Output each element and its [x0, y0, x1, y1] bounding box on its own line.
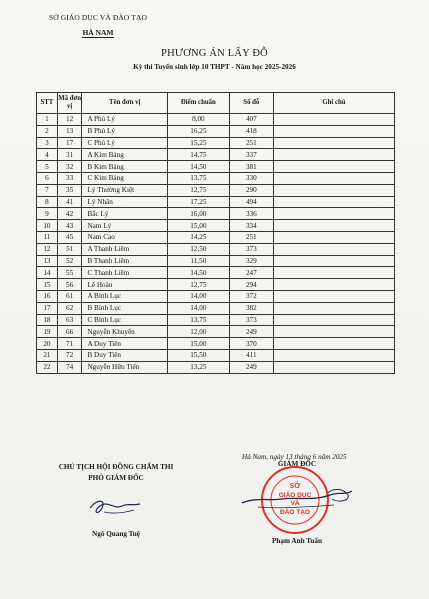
svg-text:ĐÀO TẠO: ĐÀO TẠO	[280, 509, 310, 516]
cell-ten: A Duy Tiên	[82, 338, 167, 350]
cell-ten: A Bình Lục	[82, 290, 167, 302]
svg-text:VÀ: VÀ	[290, 500, 300, 507]
cell-so-do: 290	[229, 184, 273, 196]
left-signer-role: CHỦ TỊCH HỘI ĐỒNG CHẤM THI	[58, 463, 174, 471]
cell-ten: Lý Thường Kiệt	[82, 184, 167, 196]
cell-stt: 1	[37, 114, 58, 126]
cell-diem: 8,00	[167, 114, 229, 126]
cell-ghi-chu	[273, 149, 394, 161]
cell-so-do: 337	[229, 149, 273, 161]
cell-stt: 22	[37, 361, 58, 373]
cell-ten: Nam Cao	[82, 231, 167, 243]
cell-stt: 19	[37, 326, 58, 338]
table-row	[37, 302, 395, 314]
cell-ma: 71	[57, 338, 82, 350]
cell-ghi-chu	[273, 243, 394, 255]
left-signature-icon	[84, 494, 146, 520]
table-row	[37, 231, 395, 243]
cell-ten: B Kim Bảng	[82, 161, 167, 173]
table-body	[37, 114, 395, 374]
cell-ghi-chu	[273, 255, 394, 267]
cell-ghi-chu	[273, 349, 394, 361]
cell-ten: B Thanh Liêm	[82, 255, 167, 267]
cell-diem: 11,50	[167, 255, 229, 267]
cell-diem: 13,25	[167, 361, 229, 373]
cell-ma: 61	[57, 290, 82, 302]
cell-so-do: 247	[229, 267, 273, 279]
cell-so-do: 494	[229, 196, 273, 208]
cell-stt: 12	[37, 243, 58, 255]
cell-stt: 20	[37, 338, 58, 350]
cell-ten: B Phủ Lý	[82, 125, 167, 137]
table-row	[37, 243, 395, 255]
cell-so-do: 294	[229, 279, 273, 291]
table-row	[37, 137, 395, 149]
table-row	[37, 279, 395, 291]
cell-ma: 55	[57, 267, 82, 279]
cell-ghi-chu	[273, 338, 394, 350]
cell-ghi-chu	[273, 137, 394, 149]
cell-ten: Lê Hoàn	[82, 279, 167, 291]
agency-name: SỞ GIÁO DỤC VÀ ĐÀO TẠO	[49, 13, 147, 22]
cell-diem: 15,50	[167, 349, 229, 361]
cell-stt: 14	[37, 267, 58, 279]
cell-stt: 8	[37, 196, 58, 208]
table-row	[37, 338, 395, 350]
document-title: PHƯƠNG ÁN LẤY ĐỖ	[161, 48, 268, 59]
cell-ghi-chu	[273, 231, 394, 243]
table-row	[37, 255, 395, 267]
admission-table	[36, 92, 395, 374]
table-row	[37, 184, 395, 196]
cell-diem: 14,00	[167, 290, 229, 302]
cell-ghi-chu	[273, 302, 394, 314]
col-header-diem: Điểm chuẩn	[167, 93, 229, 114]
table-row	[37, 114, 395, 126]
table-header-row	[37, 93, 395, 114]
cell-ten: B Bình Lục	[82, 302, 167, 314]
cell-ma: 43	[57, 220, 82, 232]
table-row	[37, 267, 395, 279]
cell-ma: 45	[57, 231, 82, 243]
table-row	[37, 149, 395, 161]
cell-ghi-chu	[273, 125, 394, 137]
table-row	[37, 314, 395, 326]
cell-stt: 7	[37, 184, 58, 196]
cell-ten: Nguyễn Khuyến	[82, 326, 167, 338]
cell-ma: 42	[57, 208, 82, 220]
table-row	[37, 361, 395, 373]
cell-diem: 14,50	[167, 161, 229, 173]
col-header-stt: STT	[37, 93, 58, 114]
issuing-agency	[42, 13, 154, 40]
cell-ten: C Bình Lục	[82, 314, 167, 326]
cell-so-do: 372	[229, 290, 273, 302]
cell-ma: 52	[57, 255, 82, 267]
table-row	[37, 208, 395, 220]
cell-stt: 5	[37, 161, 58, 173]
cell-ghi-chu	[273, 279, 394, 291]
cell-ma: 35	[57, 184, 82, 196]
cell-so-do: 336	[229, 208, 273, 220]
cell-ma: 17	[57, 137, 82, 149]
cell-ma: 72	[57, 349, 82, 361]
cell-so-do: 411	[229, 349, 273, 361]
cell-diem: 15,00	[167, 220, 229, 232]
cell-ghi-chu	[273, 114, 394, 126]
cell-ma: 41	[57, 196, 82, 208]
dateline: Hà Nam, ngày 13 tháng 6 năm 2025	[242, 453, 347, 461]
cell-so-do: 330	[229, 172, 273, 184]
cell-stt: 13	[37, 255, 58, 267]
table-row	[37, 349, 395, 361]
svg-text:GIÁO DỤC: GIÁO DỤC	[278, 492, 312, 499]
cell-ten: C Phủ Lý	[82, 137, 167, 149]
cell-diem: 16,00	[167, 208, 229, 220]
cell-stt: 15	[37, 279, 58, 291]
cell-ten: Nam Lý	[82, 220, 167, 232]
col-header-ghi-chu: Ghi chú	[273, 93, 394, 114]
cell-diem: 13,75	[167, 172, 229, 184]
cell-diem: 17,25	[167, 196, 229, 208]
cell-ghi-chu	[273, 267, 394, 279]
cell-ten: Lý Nhân	[82, 196, 167, 208]
cell-ma: 33	[57, 172, 82, 184]
col-header-so-do: Số đỗ	[229, 93, 273, 114]
cell-ma: 31	[57, 149, 82, 161]
cell-ghi-chu	[273, 208, 394, 220]
cell-so-do: 334	[229, 220, 273, 232]
cell-so-do: 249	[229, 361, 273, 373]
cell-ma: 74	[57, 361, 82, 373]
cell-diem: 14,00	[167, 302, 229, 314]
cell-stt: 3	[37, 137, 58, 149]
cell-ma: 63	[57, 314, 82, 326]
cell-ghi-chu	[273, 314, 394, 326]
cell-so-do: 407	[229, 114, 273, 126]
document-subtitle: Kỳ thi Tuyển sinh lớp 10 THPT - Năm học 2025-2026	[133, 63, 296, 71]
right-signer-role: GIÁM ĐỐC	[277, 460, 317, 468]
cell-stt: 9	[37, 208, 58, 220]
cell-ma: 66	[57, 326, 82, 338]
cell-diem: 14,50	[167, 267, 229, 279]
cell-stt: 17	[37, 302, 58, 314]
cell-diem: 12,75	[167, 279, 229, 291]
cell-ma: 12	[57, 114, 82, 126]
cell-ma: 56	[57, 279, 82, 291]
cell-stt: 21	[37, 349, 58, 361]
cell-diem: 16,25	[167, 125, 229, 137]
cell-ma: 13	[57, 125, 82, 137]
cell-so-do: 249	[229, 326, 273, 338]
cell-ghi-chu	[273, 361, 394, 373]
cell-ten: Nguyễn Hữu Tiến	[82, 361, 167, 373]
cell-ma: 62	[57, 302, 82, 314]
table-row	[37, 326, 395, 338]
cell-diem: 13,75	[167, 314, 229, 326]
agency-province: HÀ NAM	[82, 28, 114, 37]
cell-ten: A Kim Bảng	[82, 149, 167, 161]
cell-diem: 15,25	[167, 137, 229, 149]
cell-stt: 16	[37, 290, 58, 302]
cell-so-do: 381	[229, 161, 273, 173]
table-row	[37, 196, 395, 208]
right-signature-icon	[238, 483, 358, 523]
table-row	[37, 220, 395, 232]
cell-ghi-chu	[273, 172, 394, 184]
cell-so-do: 373	[229, 314, 273, 326]
cell-diem: 14,75	[167, 149, 229, 161]
cell-diem: 15,00	[167, 338, 229, 350]
cell-ghi-chu	[273, 196, 394, 208]
cell-ten: A Thanh Liêm	[82, 243, 167, 255]
cell-diem: 12,75	[167, 184, 229, 196]
table-row	[37, 172, 395, 184]
table-row	[37, 290, 395, 302]
right-signer-name: Phạm Anh Tuấn	[272, 537, 322, 545]
table-row	[37, 161, 395, 173]
cell-ghi-chu	[273, 220, 394, 232]
cell-diem: 14,25	[167, 231, 229, 243]
cell-diem: 12,50	[167, 243, 229, 255]
cell-ten: C Kim Bảng	[82, 172, 167, 184]
cell-so-do: 382	[229, 302, 273, 314]
col-header-ma: Mã đơn vị	[57, 93, 82, 114]
cell-stt: 11	[37, 231, 58, 243]
cell-stt: 6	[37, 172, 58, 184]
cell-so-do: 329	[229, 255, 273, 267]
cell-ten: A Phủ Lý	[82, 114, 167, 126]
cell-ghi-chu	[273, 290, 394, 302]
cell-ten: Bắc Lý	[82, 208, 167, 220]
cell-ten: C Thanh Liêm	[82, 267, 167, 279]
cell-ghi-chu	[273, 184, 394, 196]
left-signer-title: PHÓ GIÁM ĐỐC	[88, 474, 144, 482]
cell-stt: 18	[37, 314, 58, 326]
cell-ten: B Duy Tiên	[82, 349, 167, 361]
cell-ghi-chu	[273, 326, 394, 338]
svg-text:SỞ: SỞ	[289, 483, 301, 490]
cell-ma: 51	[57, 243, 82, 255]
cell-so-do: 251	[229, 231, 273, 243]
cell-diem: 12,00	[167, 326, 229, 338]
cell-so-do: 373	[229, 243, 273, 255]
cell-stt: 4	[37, 149, 58, 161]
cell-stt: 2	[37, 125, 58, 137]
cell-ma: 32	[57, 161, 82, 173]
cell-stt: 10	[37, 220, 58, 232]
cell-so-do: 370	[229, 338, 273, 350]
col-header-ten: Tên đơn vị	[82, 93, 167, 114]
left-signer-name: Ngô Quang Tuệ	[92, 530, 140, 538]
cell-ghi-chu	[273, 161, 394, 173]
cell-so-do: 418	[229, 125, 273, 137]
cell-so-do: 251	[229, 137, 273, 149]
table-row	[37, 125, 395, 137]
